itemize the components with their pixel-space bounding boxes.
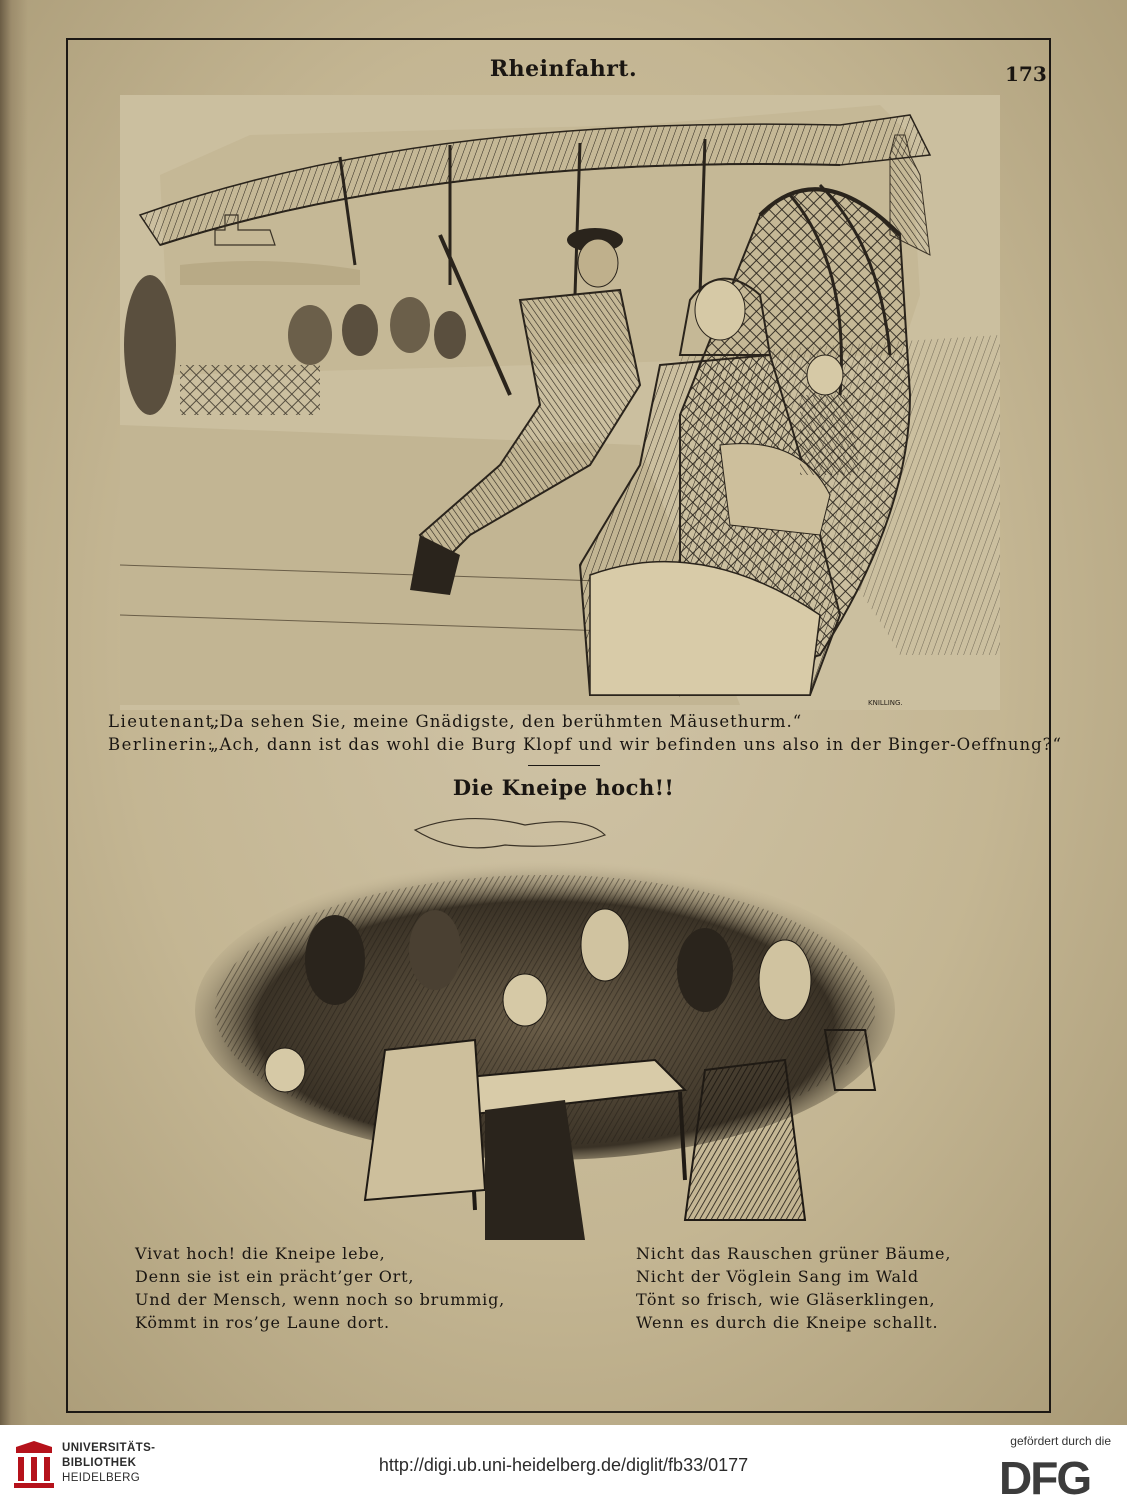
- page-binding-shadow: [0, 0, 28, 1425]
- poem-line: Vivat hoch! die Kneipe lebe,: [135, 1244, 386, 1263]
- poem-line: Tönt so frisch, wie Gläserklingen,: [636, 1290, 936, 1309]
- funded-by-label: gefördert durch die: [1010, 1434, 1111, 1448]
- section-title: Die Kneipe hoch!!: [452, 775, 675, 800]
- caption-speaker: Berlinerin:: [108, 735, 215, 754]
- illustration-kneipe-drawing: [185, 810, 905, 1240]
- illustration-kneipe: [185, 810, 905, 1240]
- caption-speaker: Lieutenant:: [108, 712, 221, 731]
- library-name-line: HEIDELBERG: [62, 1472, 141, 1484]
- caption-row: [108, 710, 1028, 733]
- header-title: Rheinfahrt.: [489, 56, 638, 82]
- viewer-footer: [0, 1425, 1127, 1506]
- poem-line: Wenn es durch die Kneipe schallt.: [636, 1313, 939, 1332]
- dfg-logo-icon[interactable]: [999, 1454, 1111, 1498]
- dfg-logo-text: DFG: [999, 1454, 1091, 1498]
- caption-text: „Da sehen Sie, meine Gnädigste, den berühmten Mäusethurm.“: [210, 712, 803, 731]
- poem-line: Und der Mensch, wenn noch so brummig,: [135, 1290, 506, 1309]
- section-divider: [528, 765, 600, 766]
- illustration-rheinfahrt: [120, 95, 1000, 710]
- poem-line: Nicht das Rauschen grüner Bäume,: [636, 1244, 952, 1263]
- illustration-rheinfahrt-drawing: [120, 95, 1000, 710]
- library-name-line: BIBLIOTHEK: [62, 1457, 137, 1469]
- poem-line: Kömmt in ros’ge Laune dort.: [135, 1313, 390, 1332]
- poem-line: Denn sie ist ein prächt’ger Ort,: [135, 1267, 415, 1286]
- library-name-line: UNIVERSITÄTS-: [62, 1442, 156, 1454]
- poem-stanza-left: [135, 1242, 505, 1334]
- poem-stanza-right: [636, 1242, 951, 1334]
- poem-line: Nicht der Vöglein Sang im Wald: [636, 1267, 919, 1286]
- caption-block: [108, 710, 1062, 756]
- page-number: 173: [1005, 62, 1047, 86]
- digital-object-url-link[interactable]: http://digi.ub.uni-heidelberg.de/diglit/fb33/0177: [378, 1455, 749, 1475]
- caption-text: „Ach, dann ist das wohl die Burg Klopf und wir befinden uns also in der Binger-Oeffnung?“: [210, 735, 1062, 754]
- illustration-signature: KNILLING.: [868, 699, 903, 707]
- caption-row: [108, 733, 1062, 756]
